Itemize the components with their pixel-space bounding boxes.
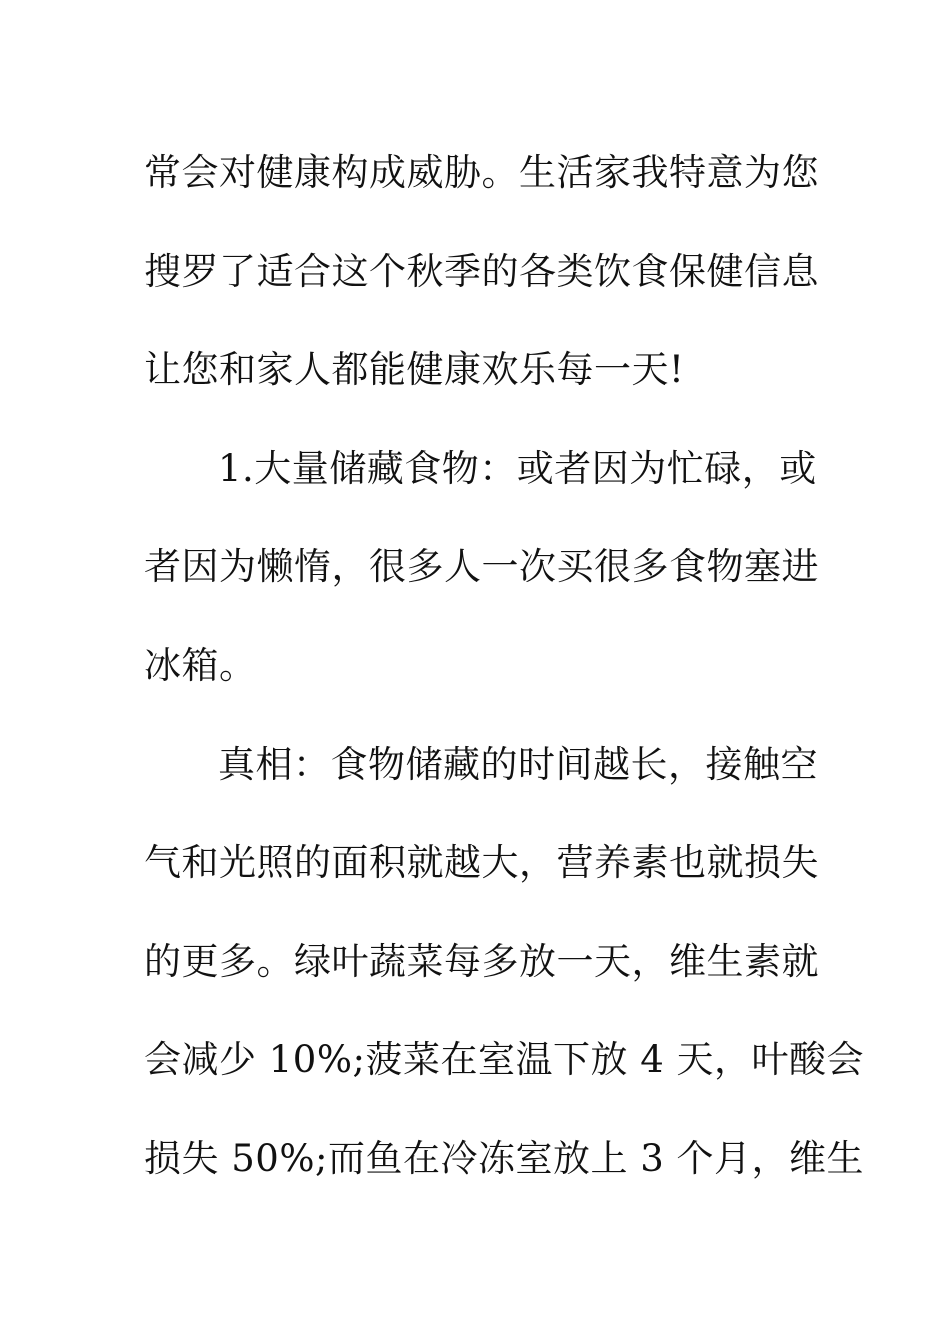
text-line: 冰箱。 [144,643,257,687]
text-line: 1.大量储藏食物：或者因为忙碌，或 [218,446,817,490]
document-body-text [144,124,865,1209]
text-line: 的更多。绿叶蔬菜每多放一天，维生素就 [144,939,819,983]
text-line: 真相：食物储藏的时间越长，接触空 [218,742,818,786]
text-line: 气和光照的面积就越大，营养素也就损失 [144,841,819,885]
text-line: 让您和家人都能健康欢乐每一天! [144,348,685,392]
text-line: 者因为懒惰，很多人一次买很多食物塞进 [144,545,819,589]
text-line: 损失 50%;而鱼在冷冻室放上 3 个月，维生 [144,1136,865,1180]
text-line: 常会对健康构成威胁。生活家我特意为您 [144,151,819,194]
text-line: 搜罗了适合这个秋季的各类饮食保健信息 [144,249,819,293]
text-line: 会减少 10%;菠菜在室温下放 4 天，叶酸会 [144,1038,865,1082]
